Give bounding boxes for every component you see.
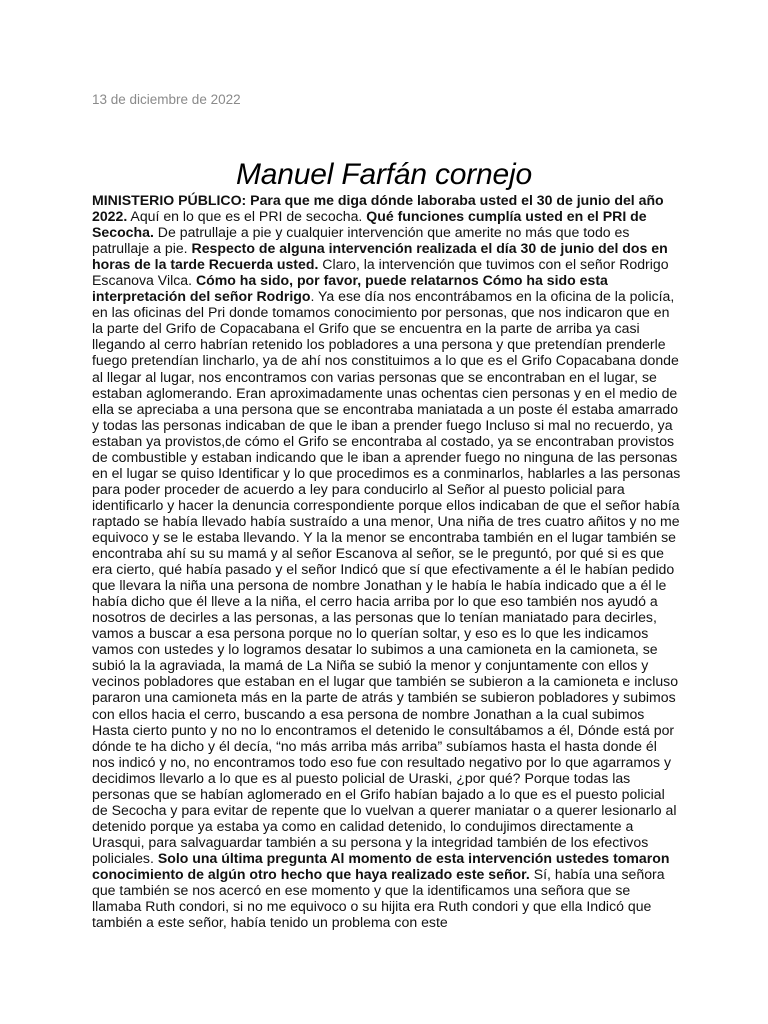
question-text: Qué funciones cumplía usted en el PRI de Secocha. (92, 208, 647, 241)
document-title: Manuel Farfán cornejo (236, 158, 532, 192)
answer-text: . Ya ese día nos encontrábamos en la oficina de la policía, en las oficinas del Pri donde tomamos conocimiento por personas, que nos indicaron que en la parte del Grifo de Copacabana el Grifo que se encuentra en la parte de arriba ya casi llegando al cerro habrían retenido los pobladores a una persona y que pretendían prenderle fuego pretendían lincharlo, ya de ahí nos constituimos a lo que es el Grifo Copacabana donde al llegar al lugar, nos encontramos con varias personas que se encontraban en el lugar, se estaban aglomerando. Eran aproximadamente unas ochentas cien personas y en el medio de ella se apreciaba a una persona que se encontraba maniatada a un poste él estaba amarrado y todas las personas indicaban de que le iban a prender fuego Incluso si mal no recuerdo, ya estaban ya provistos,de cómo el Grifo se encontraba al costado, ya se encontraban provistos de combustible y estaban indicando que le iban a aprender fuego no ninguna de las personas en el lugar se quiso Identificar y lo que procedimos es a conminarlos, hablarles a las personas para poder proceder de acuerdo a ley para conducirlo al Señor al puesto policial para identificarlo y hacer la denuncia correspondiente porque ellos indicaban de que el señor había raptado se había llevado había sustraído a una menor, Una niña de tres cuatro añitos y no me equivoco y se le estaba llevando. Y la la menor se encontraba también en el lugar también se encontraba ahí su su mamá y al señor Escanova al señor, se le preguntó, por qué si es que era cierto, qué había pasado y el señor Indicó que sí que efectivamente a él le habían pedido que llevara la niña una persona de nombre Jonathan y le había le había indicado que a él le había dicho que él lleve a la niña, el cerro hacia arriba por lo que eso también nos ayudó a nosotros de decirles a las personas, a las personas que lo tenían maniatado para decirles, vamos a buscar a esa persona porque no lo querían soltar, y eso es lo que les indicamos vamos con ustedes y lo logramos desatar lo subimos a una camioneta en la camioneta, se subió la la agraviada, la mamá de La Niña se subió la menor y conjuntamente con ellos y vecinos pobladores que estaban en el lugar que también se subieron a la camioneta e incluso pararon una camioneta más en la parte de atrás y también se subieron pobladores y subimos con ellos hacia el cerro, buscando a esa persona de nombre Jonathan a la cual subimos Hasta cierto punto y no no lo encontramos el detenido le consultábamos a él, Dónde está por dónde te ha dicho y él decía, “no más arriba más arriba” subíamos hasta el hasta donde él nos indicó y no, no encontramos todo eso fue con resultado negativo por lo que agarramos y decidimos llevarlo a lo que es al puesto policial de Uraski, ¿por qué? Porque todas las personas que se habían aglomerado en el Grifo habían bajado a lo que es el puesto policial de Secocha y para evitar de repente que lo vuelvan a querer maniatar o a querer lesionarlo al detenido porque ya estaba ya como en calidad detenido, lo condujimos directamente a Urasqui, para salvaguardar también a su persona y la integridad también de los efectivos policiales. (92, 288, 681, 866)
document-date: 13 de diciembre de 2022 (92, 92, 241, 107)
question-text: MINISTERIO PÚBLICO: Para que me diga dónde laboraba usted el 30 de junio del año 2022. (92, 192, 664, 225)
answer-text: Claro, la intervención que tuvimos con el señor Rodrigo Escanova Vilca. (92, 256, 669, 289)
testimony-paragraph (92, 192, 683, 930)
answer-text: Sí, había una señora que también se nos acercó en ese momento y que la identificamos una señora que se llamaba Ruth condori, si no me equivoco o su hijita era Ruth condori y que ella Indicó que también a este señor, había tenido un problema con este (92, 865, 665, 931)
question-text: Respecto de alguna intervención realizada el día 30 de junio del dos en horas de la tarde Recuerda usted. (92, 240, 668, 273)
answer-text: De patrullaje a pie y cualquier intervención que amerite no más que todo es patrullaje a pie. (92, 224, 630, 257)
answer-text: Aquí en lo que es el PRI de secocha. (127, 208, 367, 225)
question-text: Cómo ha sido, por favor, puede relatarnos Cómo ha sido esta interpretación del señor Rodrigo (92, 272, 608, 305)
question-text: Solo una última pregunta Al momento de esta intervención ustedes tomaron conocimiento de algún otro hecho que haya realizado este señor. (92, 849, 670, 882)
